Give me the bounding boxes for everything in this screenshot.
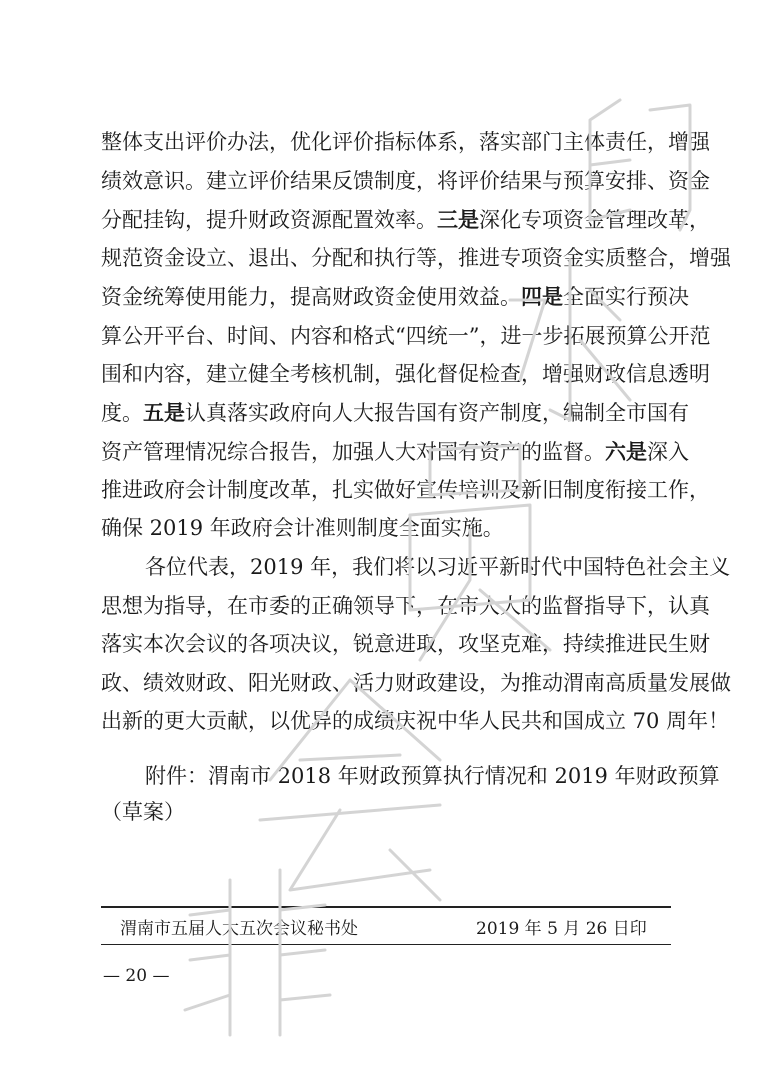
body-line: 思想为指导，在市委的正确领导下，在市人大的监督指导下，认真 [101,594,710,618]
footer-rule-top [101,906,671,908]
body-line: 落实本次会议的各项决议，锐意进取，攻坚克难，持续推进民生财 [101,632,710,656]
body-line: 算公开平台、时间、内容和格式“四统一”，进一步拓展预算公开范 [101,324,711,348]
footer-rule-bottom [101,944,671,945]
body-text: 资产管理情况综合报告，加强人大对国有资产的监督。 [101,440,605,464]
body-line: 各位代表，2019 年，我们将以习近平新时代中国特色社会主义 [145,555,731,579]
emphasis-text: 四是 [521,284,563,309]
emphasis-text: 三是 [437,207,479,232]
body-line: 规范资金设立、退出、分配和执行等，推进专项资金实质整合，增强 [101,246,731,270]
body-text: 资金统筹使用能力，提高财政资金使用效益。 [101,285,521,309]
body-line: 出新的更大贡献，以优异的成绩庆祝中华人民共和国成立 70 周年！ [101,709,730,733]
emphasis-text: 六是 [605,439,647,464]
body-line: 整体支出评价办法，优化评价指标体系，落实部门主体责任，增强 [101,130,710,154]
body-line [101,434,689,470]
body-text: 深入 [647,440,689,464]
body-line [101,279,689,315]
body-line: 确保 2019 年政府会计准则制度全面实施。 [101,516,504,540]
body-line: 绩效意识。建立评价结果反馈制度，将评价结果与预算安排、资金 [101,169,710,193]
body-text: 深化专项资金管理改革， [479,208,710,232]
body-line: 围和内容，建立健全考核机制，强化督促检查，增强财政信息透明 [101,362,710,386]
body-text: 全面实行预决 [563,285,689,309]
body-line [101,395,689,431]
body-line [101,202,710,238]
body-line: 推进政府会计制度改革，扎实做好宣传培训及新旧制度衔接工作， [101,478,710,502]
body-text: 度。 [101,401,143,425]
page-number: — 20 — [103,966,170,986]
attachment-title: 附件：渭南市 2018 年财政预算执行情况和 2019 年财政预算 [145,764,720,788]
footer-issuer: 渭南市五届人大五次会议秘书处 [120,919,358,939]
emphasis-text: 五是 [143,400,185,425]
body-text: 认真落实政府向人大报告国有资产制度，编制全市国有 [185,401,689,425]
attachment-title-cont: （草案） [101,800,185,824]
body-text: 分配挂钩，提升财政资源配置效率。 [101,208,437,232]
body-line: 政、绩效财政、阳光财政、活力财政建设，为推动渭南高质量发展做 [101,671,731,695]
footer-date: 2019 年 5 月 26 日印 [476,919,647,939]
